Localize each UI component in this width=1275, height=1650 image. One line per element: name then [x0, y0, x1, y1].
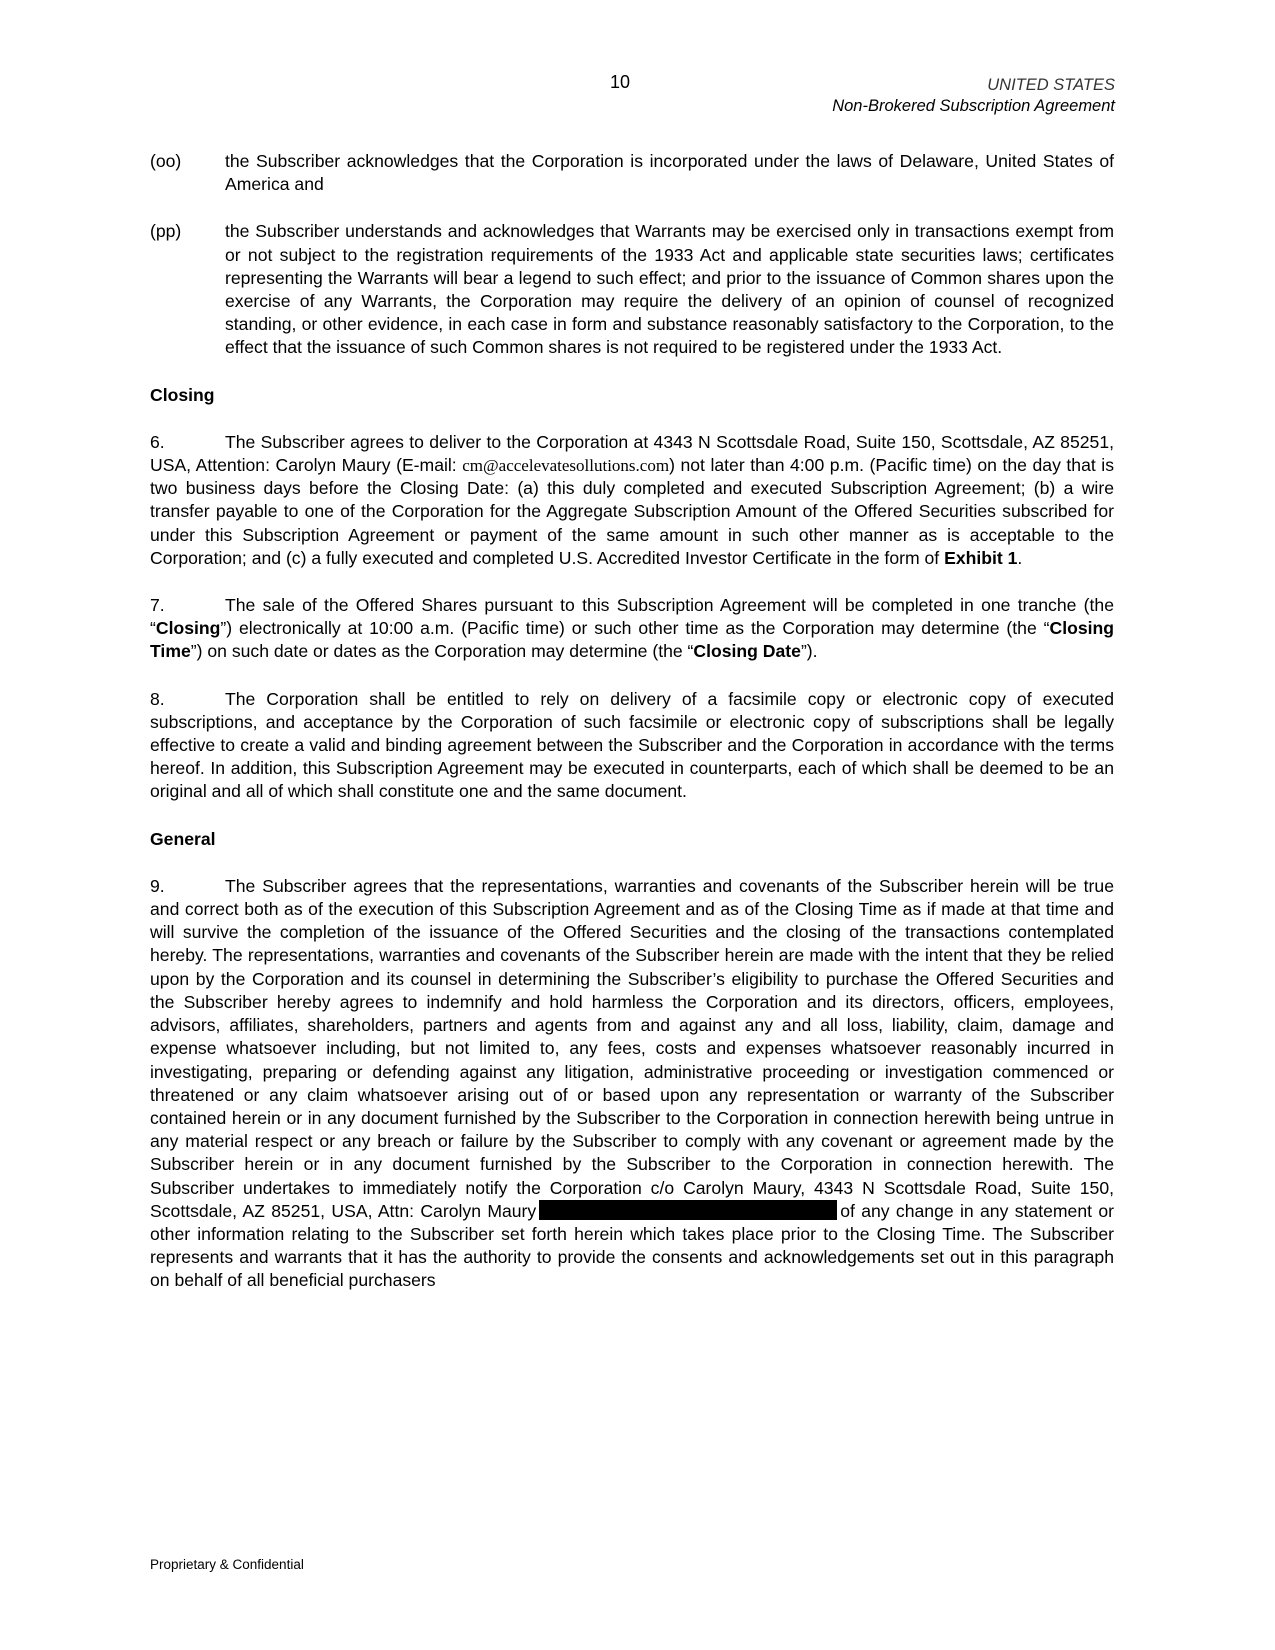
clause-text: the Subscriber acknowledges that the Corporation is incorporated under the laws of Delaware, United States of America and	[225, 151, 1114, 195]
defined-term: Closing	[155, 618, 221, 639]
section-heading-general: General	[150, 828, 216, 849]
clause-label: (pp)	[150, 221, 182, 242]
paragraph-text: The Subscriber agrees that the representations, warranties and covenants of the Subscriber herein will be true and correct both as of the execution of this Subscription Agreement and as of the Closing Time as if made at that time and will survive the completion of the issuance of the Offered Securities and the closing of the transactions contemplated hereby. The representations, warranties and covenants of the Subscriber herein are made with the intent that they be relied upon by the Corporation and its counsel in determining the Subscriber’s eligibility to purchase the Offered Securities and the Subscriber hereby agrees to indemnify and hold harmless the Corporation and its directors, officers, employees, advisors, affiliates, shareholders, partners and agents from and against any and all loss, liability, claim, damage and expense whatsoever including, but not limited to, any fees, costs and expenses whatsoever reasonably incurred in investigating, preparing or defending against any litigation, administrative proceeding or investigation commenced or threatened or any claim whatsoever arising out of or based upon any representation or warranty of the Subscriber contained herein or in any document furnished by the Subscriber to the Corporation in connection herewith being untrue in any material respect or any breach or failure by the Subscriber to comply with any covenant or agreement made by the Subscriber herein or in any document furnished by the Subscriber to the Corporation in connection herewith. The Subscriber undertakes to immediately notify the Corporation c/o Carolyn Maury, 4343 N Scottsdale Road, Suite 150, Scottsdale, AZ 85251, USA, Attn: Carolyn Maury	[150, 875, 1114, 1221]
paragraph-text: ”).	[800, 641, 818, 662]
paragraph-text: ”) on such date or dates as the Corporation may determine (the “	[190, 641, 694, 662]
section-heading-closing: Closing	[150, 384, 215, 405]
paragraph-7	[150, 594, 1114, 664]
defined-term: Closing Time	[150, 618, 1114, 662]
paragraph-text: ) not later than 4:00 p.m. (Pacific time) on the day that is two business days before the Closing Date: (a) this duly completed and executed Subscription Agreement; (b) a wire transfer payable to one of the Corporation for the Aggregate Subscription Amount of the Offered Securities subscribed for under this Subscription Agreement or payment of the same amount in such other manner as is acceptable to the Corporation; and (c) a fully executed and completed U.S. Accredited Investor Certificate in the form of	[150, 455, 1114, 568]
clause-oo	[150, 150, 1114, 196]
paragraph-text: of any change in any statement or other information relating to the Subscriber set forth herein which takes place prior to the Closing Time. The Subscriber represents and warrants that it has the authority to provide the consents and acknowledgements set out in this paragraph on behalf of all beneficial purchasers	[150, 1200, 1114, 1291]
paragraph-number: 9.	[150, 875, 165, 896]
email-link[interactable]: cm@accelevatesollutions.com	[462, 456, 670, 476]
paragraph-number: 8.	[150, 688, 165, 709]
paragraph-text: The sale of the Offered Shares pursuant to this Subscription Agreement will be completed in one tranche (the “	[150, 595, 1114, 639]
paragraph-text: The Corporation shall be entitled to rely on delivery of a facsimile copy or electronic copy of executed subscriptions, and acceptance by the Corporation of such facsimile or electronic copy of subscriptions shall be legally effective to create a valid and binding agreement between the Subscriber and the Corporation in accordance with the terms hereof. In addition, this Subscription Agreement may be executed in counterparts, each of which shall be deemed to be an original and all of which shall constitute one and the same document.	[150, 688, 1114, 802]
paragraph-text: .	[1017, 547, 1023, 568]
redaction-block	[539, 1200, 837, 1220]
paragraph-8	[150, 688, 1114, 804]
defined-term: Closing Date	[693, 641, 801, 662]
header-country: UNITED STATES	[987, 76, 1115, 94]
clause-label: (oo)	[150, 151, 182, 171]
footer-confidential: Proprietary & Confidential	[150, 1557, 304, 1572]
paragraph-text: The Subscriber agrees to deliver to the Corporation at 4343 N Scottsdale Road, Suite 150, Scottsdale, AZ 85251, USA, Attention: Carolyn Maury (E-mail:	[150, 431, 1114, 476]
exhibit-reference: Exhibit 1	[944, 547, 1018, 568]
paragraph-6	[150, 431, 1114, 570]
header-doc-title: Non-Brokered Subscription Agreement	[832, 97, 1115, 115]
paragraph-9	[150, 875, 1114, 1293]
page-number: 10	[609, 72, 631, 92]
paragraph-number: 7.	[150, 595, 165, 616]
clause-text: the Subscriber understands and acknowledges that Warrants may be exercised only in transactions exempt from or not subject to the registration requirements of the 1933 Act and applicable state securities laws; certificates representing the Warrants will bear a legend to such effect; and prior to the issuance of Common shares upon the exercise of any Warrants, the Corporation may require the delivery of an opinion of counsel of recognized standing, or other evidence, in each case in form and substance reasonably satisfactory to the Corporation, to the effect that the issuance of such Common shares is not required to be registered under the 1933 Act.	[225, 221, 1114, 358]
paragraph-text: ”) electronically at 10:00 a.m. (Pacific time) or such other time as the Corporation may determine (the “	[220, 618, 1050, 639]
clause-pp	[150, 220, 1114, 359]
paragraph-number: 6.	[150, 431, 165, 452]
document-body	[150, 150, 1114, 1317]
